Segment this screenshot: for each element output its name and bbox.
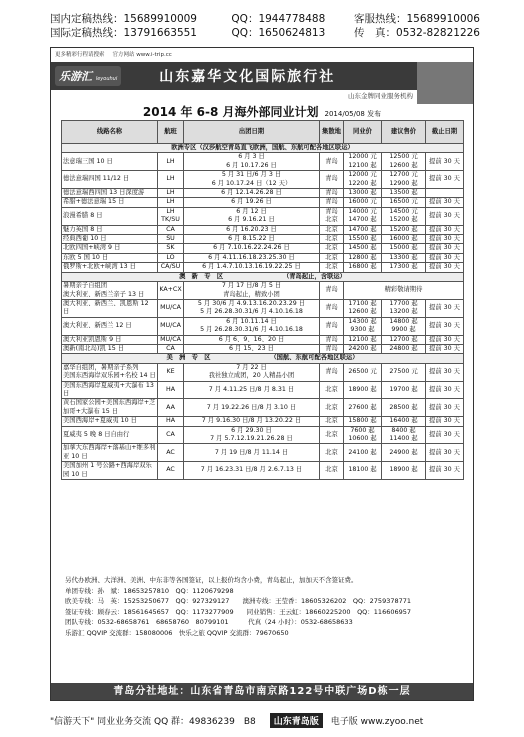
city-cell: 北京: [320, 225, 344, 234]
col-price: 同业价: [344, 121, 382, 144]
city-cell: 北京: [320, 253, 344, 262]
col-deadline: 截止日期: [426, 121, 464, 144]
sale-price-cell: 18900 起: [382, 462, 426, 480]
city-cell: 青岛: [320, 153, 344, 171]
route-name-cell: 浪漫希腊 8 日: [62, 207, 158, 225]
route-name-cell: 澳大利亚凯恩斯 9 日: [62, 335, 158, 344]
deadline-cell: 提前 30 天: [426, 417, 464, 426]
route-name-cell: 黄石国家公园+美国东西海岸+芝加哥+大瀑布 15 日: [62, 399, 158, 417]
sale-price-cell: 28500 起: [382, 399, 426, 417]
table-row: [62, 299, 464, 317]
city-cell: 北京: [320, 263, 344, 272]
route-name-cell: 加拿大东西海岸+落基山+维多利亚 10 日: [62, 444, 158, 462]
price-cell: 26500 元: [344, 363, 382, 381]
flight-cell: LH: [158, 153, 184, 171]
table-row: [62, 225, 464, 234]
table-row: [62, 244, 464, 253]
contact-notes: [65, 575, 465, 638]
price-cell: 18900 起: [344, 381, 382, 399]
dates-cell: 7 月 19 日/8 月 11.14 日: [184, 444, 320, 462]
table-row: [62, 363, 464, 381]
dates-cell: 7 月 16.23.31 日/8 月 2.6.7.13 日: [184, 462, 320, 480]
deadline-cell: 提前 30 天: [426, 253, 464, 262]
domestic-qq: QQ：1944778488: [231, 13, 326, 25]
dates-cell: 6 月 8.15.22 日: [184, 235, 320, 244]
price-cell: 14300 起 9300 起: [344, 317, 382, 335]
deadline-cell: 提前 30 天: [426, 381, 464, 399]
edition-tag: 山东青岛版: [270, 713, 323, 728]
dates-cell: 6 月 19.26 日: [184, 198, 320, 207]
tour-schedule-table: [61, 120, 464, 480]
flight-cell: CA: [158, 426, 184, 444]
table-row: [62, 344, 464, 353]
table-row: [62, 263, 464, 272]
deadline-cell: 提前 30 天: [426, 244, 464, 253]
dates-cell: 6 月 16.20.23 日: [184, 225, 320, 234]
deadline-cell: [426, 189, 464, 198]
route-name-cell: 嘉华自组团，暑期亲子系列 美国东西海岸双乐园+名校 14 日: [63, 363, 156, 380]
route-name-cell: 经典西葡 10 日: [62, 235, 158, 244]
brand-banner: [51, 62, 473, 90]
flight-cell: LH TK/SU: [158, 207, 184, 225]
price-cell: 15800 起: [344, 417, 382, 426]
deadline-cell: 提前 30 天: [426, 225, 464, 234]
city-cell: 青岛: [320, 299, 344, 317]
deadline-cell: 提前 30 天: [426, 299, 464, 317]
city-cell: 青岛 北京: [320, 207, 344, 225]
flight-cell: KE: [158, 363, 184, 381]
note-line: 签证专线：顾春云：18561645657 QQ：1173277909 同业销售：王云虹：18660225200 QQ：116606957: [65, 607, 412, 616]
table-row: [62, 317, 464, 335]
note-line: 团队专线：0532-68658761 68658760 80799101 代真（24 小时）：0532-68658633: [65, 618, 353, 626]
qq-group-text: "信游天下" 同业业务交流 QQ 群：49836239 B8: [50, 717, 256, 727]
dates-cell: 6 月 12 日 6 月 9.16.21 日: [184, 207, 320, 225]
e-edition-url: 电子版 www.zyoo.net: [330, 717, 424, 727]
note-line: 单团专线：孙 斌：18653257810 QQ：1120679298: [65, 586, 234, 595]
city-cell: 北京: [320, 399, 344, 417]
page-bottom-line: [50, 713, 474, 728]
city-cell: 青岛: [320, 363, 344, 381]
table-row: [62, 189, 464, 198]
table-row: [62, 381, 464, 399]
domestic-hotline: 国内定稿热线：15689910009: [50, 13, 197, 25]
price-cell: 12800 起: [344, 253, 382, 262]
top-strip: [51, 48, 473, 62]
sale-price-cell: 16400 起: [382, 417, 426, 426]
price-cell: 17100 起 12600 起: [344, 299, 382, 317]
price-cell: 18100 起: [344, 462, 382, 480]
sale-price-cell: 16000 起: [382, 235, 426, 244]
flight-cell: HA: [158, 381, 184, 399]
section-header-row: [62, 144, 464, 153]
price-cell: 7600 起 10600 起: [344, 426, 382, 444]
route-name-cell: 暑期亲子自组团 澳大利亚、新西兰亲子 13 日: [62, 282, 158, 300]
route-name-cell: 法意瑞三国 10 日: [62, 153, 158, 171]
dates-cell: 6 月 3 日 6 月 10.17.26 日: [184, 153, 320, 171]
sale-price-cell: 15200 起: [382, 225, 426, 234]
sale-price-cell: 12700 起: [382, 335, 426, 344]
sale-price-cell: 13500 起: [382, 189, 426, 198]
city-cell: 北京: [320, 244, 344, 253]
city-cell: 北京: [320, 426, 344, 444]
table-row: [62, 462, 464, 480]
deadline-cell: 提前 30 天: [426, 263, 464, 272]
top-strip-website: 官方网站 www.i-trip.cc: [112, 52, 172, 58]
route-name-cell: 北欧四国+峡湾 9 日: [62, 244, 158, 253]
sale-price-cell: 16500 元: [382, 198, 426, 207]
city-cell: 北京: [320, 462, 344, 480]
dates-cell: 6 月 7.10.16.22.24.26 日: [184, 244, 320, 253]
flight-cell: AA: [158, 399, 184, 417]
company-name: 山东嘉华文化国际旅行社: [159, 69, 336, 85]
col-city: 集散地: [320, 121, 344, 144]
table-row: [62, 426, 464, 444]
col-route: 线路名称: [62, 121, 158, 144]
route-name-cell: 夏威夷 5 晚 8 日自由行: [62, 426, 158, 444]
flight-cell: CA/SU: [158, 263, 184, 272]
sale-price-cell: 12700 元 12900 起: [382, 171, 426, 189]
city-cell: 青岛: [320, 171, 344, 189]
deadline-cell: 提前 30 天: [426, 171, 464, 189]
flight-cell: CA: [158, 344, 184, 353]
table-row: [62, 198, 464, 207]
price-cell: 14700 起: [344, 225, 382, 234]
dates-cell: 6 月 10.11.14 日 5 月 26.28.30.31/6 月 4.10.16.18: [184, 317, 320, 335]
price-cell: 14500 起: [344, 244, 382, 253]
route-name-cell: 东欧 5 国 10 日: [62, 253, 158, 262]
price-cell: 12000 元 12100 起: [344, 153, 382, 171]
flight-cell: HA: [158, 417, 184, 426]
city-cell: 北京: [320, 381, 344, 399]
table-row: [62, 335, 464, 344]
publish-date: 2014/05/08 发布: [324, 110, 382, 118]
deadline-cell: 提前 30 天: [426, 153, 464, 171]
fax-number: 传 真：0532-82821226: [354, 27, 480, 39]
sale-price-cell: 8400 起 11400 起: [382, 426, 426, 444]
deadline-cell: 提前 30 天: [426, 399, 464, 417]
sale-price-cell: 19700 起: [382, 381, 426, 399]
flight-cell: LO: [158, 253, 184, 262]
price-cell: 13000 起: [344, 189, 382, 198]
table-row: [62, 282, 464, 300]
price-cell: 12100 起: [344, 335, 382, 344]
route-name-cell: 澳大利亚、新西兰 12 日: [62, 317, 158, 335]
city-cell: 北京: [320, 444, 344, 462]
dates-cell: 7 月 22 日 我社独立成团，20 人精品小团: [184, 363, 320, 381]
subbrand: 山东金牌同业服务机构: [348, 92, 413, 100]
plan-title: [51, 104, 473, 120]
col-flight: 航班: [158, 121, 184, 144]
logo-subtext: leyouhui: [95, 76, 118, 82]
section-title: 美 洲 专 区 （国航、东航可配各地区联运）: [62, 354, 464, 363]
dates-cell: 5 月 31 日/6 月 3 日 6 月 10.17.24 日（12 天）: [184, 171, 320, 189]
sale-price-cell: 15000 起: [382, 244, 426, 253]
note-line: 另代办欧洲、大洋洲、美洲、中东非等各国签证，以上报价均含小费，青岛起止，加加天不含签证费。: [65, 576, 358, 584]
route-name-cell: 希腊+德法意瑞 15 日: [62, 198, 158, 207]
price-cell: 24200 起: [344, 344, 382, 353]
dates-cell: 6 月 15、23 日: [184, 344, 320, 353]
deadline-cell: 提前 30 天: [426, 207, 464, 225]
dates-cell: 7 月 9.16.30 日/8 月 13.20.22 日: [184, 417, 320, 426]
sale-price-cell: 17700 起 13200 起: [382, 299, 426, 317]
dates-cell: 6 月 29.30 日 7 月 5.7.12.19.21.26.28 日: [184, 426, 320, 444]
flight-cell: MU/CA: [158, 335, 184, 344]
branch-address-footer: 青岛分社地址：山东省青岛市南京路122号中联广场D栋一层: [51, 683, 473, 700]
price-cell: 14000 元 14700 起: [344, 207, 382, 225]
intl-qq: QQ：1650624813: [231, 27, 326, 39]
section-header-row: [62, 272, 464, 281]
deadline-cell: 提前 30 天: [426, 444, 464, 462]
table-row: [62, 235, 464, 244]
top-strip-left: 更多精彩行程请搜索: [55, 52, 105, 58]
plan-title-text: 2014 年 6-8 月海外部同业计划: [142, 105, 319, 119]
dates-cell: 7 月 17 日/8 月 5 日 青岛起止，精致小团: [184, 282, 320, 300]
city-cell: 青岛: [320, 335, 344, 344]
flight-cell: CA: [158, 225, 184, 234]
note-line: 欧美专线：马 英：15253250677 QQ：927329127 澳洲专线：王莹香：18605326202 QQ：2759378771: [65, 597, 412, 605]
flight-cell: LH: [158, 189, 184, 198]
flight-cell: LH: [158, 198, 184, 207]
deadline-cell: 提前 30 天: [426, 344, 464, 353]
deadline-cell: 提前 30 天: [426, 363, 464, 381]
city-cell: 青岛: [320, 317, 344, 335]
note-line: 乐游汇 QQVIP 交流群：158080006 快乐之旅 QQVIP 交流群：79670650: [65, 628, 289, 637]
price-cell: 24100 起: [344, 444, 382, 462]
route-name-cell: 澳新(南北岛)凯 15 日: [62, 344, 158, 353]
table-row: [62, 253, 464, 262]
route-name-cell: 德法意瑞四国 11/12 日: [62, 171, 158, 189]
route-name-cell: 德法意瑞西四国 13 日深度游: [62, 189, 158, 198]
flight-cell: KA+CX: [158, 282, 184, 300]
price-note-cell: 精彩敬请期待: [344, 282, 464, 300]
dates-cell: 5 月 30/6 月 4.9.13.16.20.23.29 日 5 月 26.28.30.31/6 月 4.10.16.18: [184, 299, 320, 317]
sale-price-cell: 12500 元 12600 起: [382, 153, 426, 171]
price-cell: 27600 起: [344, 399, 382, 417]
flight-cell: MU/CA: [158, 299, 184, 317]
section-header-row: [62, 354, 464, 363]
flight-cell: SK: [158, 244, 184, 253]
deadline-cell: 提前 30 天: [426, 335, 464, 344]
sale-price-cell: 24900 起: [382, 444, 426, 462]
table-row: [62, 444, 464, 462]
route-name-cell: 俄罗斯+北欧+峡湾 13 日: [62, 263, 158, 272]
price-cell: 12000 元 12200 起: [344, 171, 382, 189]
sale-price-cell: 14800 起 9900 起: [382, 317, 426, 335]
table-header-row: [62, 121, 464, 144]
deadline-cell: 提前 30 天: [426, 317, 464, 335]
sale-price-cell: 24800 起: [382, 344, 426, 353]
city-cell: 青岛: [320, 189, 344, 198]
leyouhui-logo: [55, 66, 121, 86]
dates-cell: 6 月 1.4.7.10.13.16.19.22.25 日: [184, 263, 320, 272]
dates-cell: 6 月 4.11.16.18.23.25.30 日: [184, 253, 320, 262]
flight-cell: AC: [158, 444, 184, 462]
dates-cell: 7 月 19.22.26 日/8 月 3.10 日: [184, 399, 320, 417]
table-row: [62, 171, 464, 189]
price-cell: 15500 起: [344, 235, 382, 244]
route-name-cell: 澳大利亚、新西兰、凯恩斯 12 日: [62, 299, 158, 317]
table-row: [62, 153, 464, 171]
city-cell: 青岛: [320, 198, 344, 207]
route-name-cell: 美国加州 1 号公路+西海岸双乐园 10 日: [62, 462, 158, 480]
price-cell: 16000 元: [344, 198, 382, 207]
sale-price-cell: 13300 起: [382, 253, 426, 262]
table-body: [62, 144, 464, 480]
price-cell: 16800 起: [344, 263, 382, 272]
dates-cell: 7 月 4.11.25 日/8 月 8.31 日: [184, 381, 320, 399]
table-row: [62, 417, 464, 426]
deadline-cell: 提前 30 天: [426, 426, 464, 444]
service-hotline: 客服热线：15689910006: [354, 13, 480, 25]
logo-text: 乐游汇: [59, 70, 92, 83]
table-row: [62, 207, 464, 225]
city-cell: 北京: [320, 417, 344, 426]
travel-advertisement: [50, 47, 474, 701]
route-name-cell: 魅力英国 8 日: [62, 225, 158, 234]
flight-cell: LH: [158, 171, 184, 189]
sale-price-cell: 14500 元 15200 起: [382, 207, 426, 225]
flight-cell: MU/CA: [158, 317, 184, 335]
col-dates: 出团日期: [184, 121, 320, 144]
route-name-cell: 美国东西海岸夏威夷+大瀑布 13 日: [62, 381, 158, 399]
flight-cell: SU: [158, 235, 184, 244]
dates-cell: 6 月 6、9、16、20 日: [184, 335, 320, 344]
city-cell: 青岛: [320, 282, 344, 300]
deadline-cell: 提前 30 天: [426, 462, 464, 480]
brand-emblem-image: [417, 62, 473, 104]
section-title: 澳 新 专 区 （青岛起止，含联运）: [62, 272, 464, 281]
sale-price-cell: 27500 元: [382, 363, 426, 381]
city-cell: 青岛: [320, 344, 344, 353]
hotlines-header: [50, 12, 480, 40]
section-title: 欧洲专区（汉莎航空青岛直飞欧洲，国航、东航可配各地区联运）: [62, 144, 464, 153]
deadline-cell: 提前 30 天: [426, 198, 464, 207]
city-cell: 北京: [320, 235, 344, 244]
flight-cell: AC: [158, 462, 184, 480]
sale-price-cell: 17300 起: [382, 263, 426, 272]
intl-hotline: 国际定稿热线：13791663551: [50, 27, 197, 39]
table-row: [62, 399, 464, 417]
dates-cell: 6 月 12.14.26.28 日: [184, 189, 320, 198]
route-name-cell: 美国西海岸+夏威夷 10 日: [62, 417, 158, 426]
col-sale: 建议售价: [382, 121, 426, 144]
deadline-cell: 提前 30 天: [426, 235, 464, 244]
